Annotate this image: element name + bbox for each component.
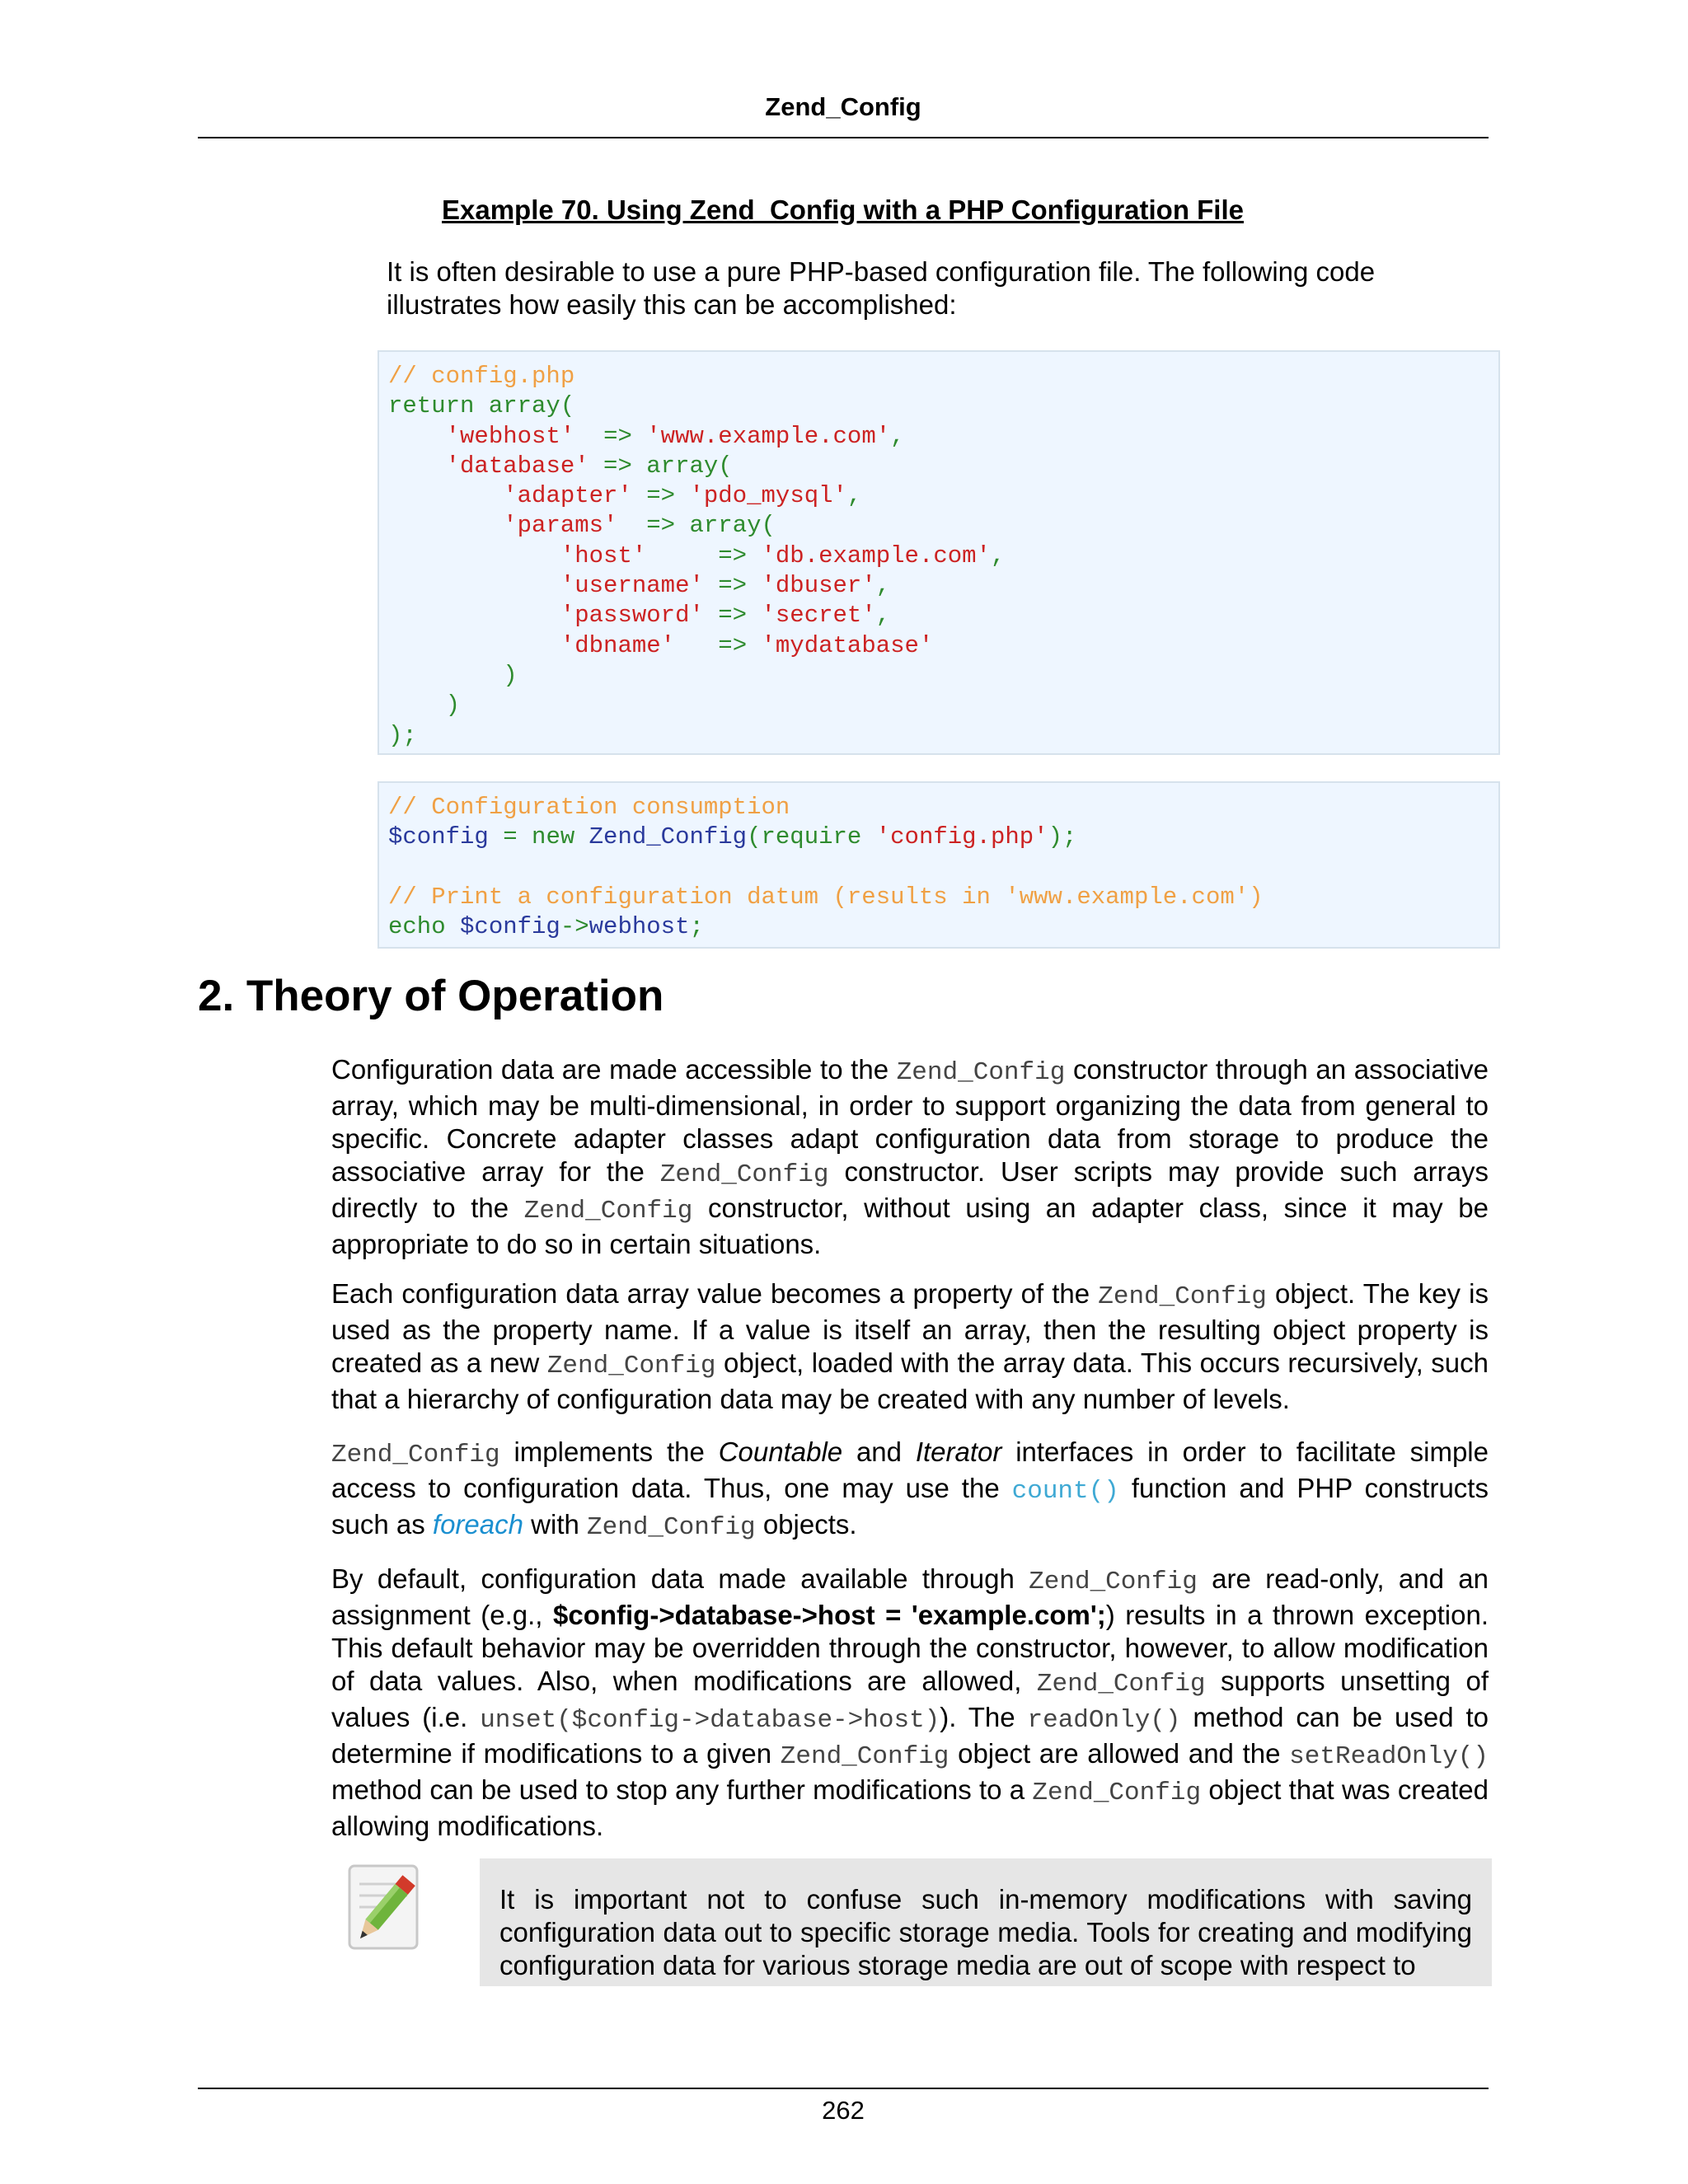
code-block-consumption: [377, 781, 1500, 949]
section-heading: 2. Theory of Operation: [198, 972, 664, 1020]
inline-code: unset($config->database->host): [480, 1706, 940, 1735]
paragraph-3: Zend_Config implements the Countable and Iterator interfaces in order to facilitate simple access to configuration data. Thus, one may use the count() function and PHP constructs such as foreach with Zend_Config objects.: [331, 1436, 1489, 1542]
interface-name: Countable: [718, 1436, 843, 1467]
code-comment: // Configuration consumption: [388, 794, 790, 821]
code-comment: // Print a configuration datum (results in 'www.example.com'): [388, 883, 1264, 911]
example-intro: It is often desirable to use a pure PHP-based configuration file. The following code illustrates how easily this can be accomplished:: [387, 256, 1376, 320]
inline-code: Zend_Config: [1029, 1568, 1198, 1596]
paragraph-1: Configuration data are made accessible to the Zend_Config constructor through an associative array, which may be multi-dimensional, in order to support organizing the data from general to specific. Concrete adapter classes adapt configuration data from storage to produce the associative array for the Zend_Config constructor. User scripts may provide such arrays directly to the Zend_Config constructor, without using an adapter class, since it may be appropriate to do so in certain situations.: [331, 1054, 1489, 1259]
note-text: It is important not to confuse such in-memory modifications with saving configuration data out to specific storage media. Tools for creating and modifying configuration data for various storage media are out of scope with respect to: [499, 1884, 1472, 1980]
page-number: 262: [822, 2096, 865, 2125]
count-function-link[interactable]: count(): [1011, 1477, 1119, 1506]
foreach-link[interactable]: foreach: [432, 1509, 523, 1540]
inline-code: Zend_Config: [1036, 1670, 1206, 1699]
paragraph-4: By default, configuration data made available through Zend_Config are read-only, and an assignment (e.g., $config->database->host = 'example.com';) results in a thrown exception. This default behavior may be overridden through the constructor, however, to allow modification of data values. Also, when modifications are allowed, Zend_Config supports unsetting of values (i.e. unset($config->database->host)). The readOnly() method can be used to determine if modifications to a given Zend_Config object are allowed and the setReadOnly() method can be used to stop any further modifications to a Zend_Config object that was created allowing modifications.: [331, 1563, 1489, 1841]
code-block-config: [377, 350, 1500, 755]
inline-code: Zend_Config: [523, 1197, 693, 1226]
bold-code-example: $config->database->host = 'example.com';: [553, 1600, 1106, 1630]
inline-code: readOnly(): [1027, 1706, 1181, 1735]
paragraph-2: Each configuration data array value becomes a property of the Zend_Config object. The key is used as the property name. If a value is itself an array, then the resulting object property is created as a new Zend_Config object, loaded with the array data. This occurs recursively, such that a hierarchy of configuration data may be created with any number of levels.: [331, 1278, 1489, 1414]
header-rule: [198, 137, 1489, 138]
footer-rule: [198, 2088, 1489, 2089]
interface-name: Iterator: [915, 1436, 1002, 1467]
inline-code: Zend_Config: [1032, 1779, 1202, 1807]
inline-code: Zend_Config: [331, 1441, 500, 1469]
inline-code: Zend_Config: [1098, 1282, 1267, 1311]
example-title: Example 70. Using Zend_Config with a PHP Configuration File: [442, 194, 1245, 225]
inline-code: Zend_Config: [546, 1352, 716, 1380]
code-config-php: // config.php return array( 'webhost' => 'www.example.com', 'database' => array( 'adapter' => 'pdo_mysql', 'params' => array( 'host' => 'db.example.com', 'username' => 'dbuser', 'password' => 'secret', 'dbname' => 'mydatabase' ) ) );: [388, 363, 1006, 749]
running-header: Zend_Config: [765, 92, 921, 121]
note-box: [480, 1858, 1492, 1986]
inline-code: Zend_Config: [780, 1742, 950, 1771]
note-pencil-icon: [338, 1861, 425, 1957]
code-consumption: // Configuration consumption $config = new Zend_Config(require 'config.php'); // Print a configuration datum (results in 'www.example.com') echo $config->webhost;: [388, 794, 1264, 941]
inline-code: setReadOnly(): [1289, 1742, 1489, 1771]
inline-code: Zend_Config: [896, 1058, 1066, 1087]
inline-code: Zend_Config: [587, 1513, 756, 1542]
code-comment: // config.php: [388, 363, 575, 390]
inline-code: Zend_Config: [659, 1160, 829, 1189]
